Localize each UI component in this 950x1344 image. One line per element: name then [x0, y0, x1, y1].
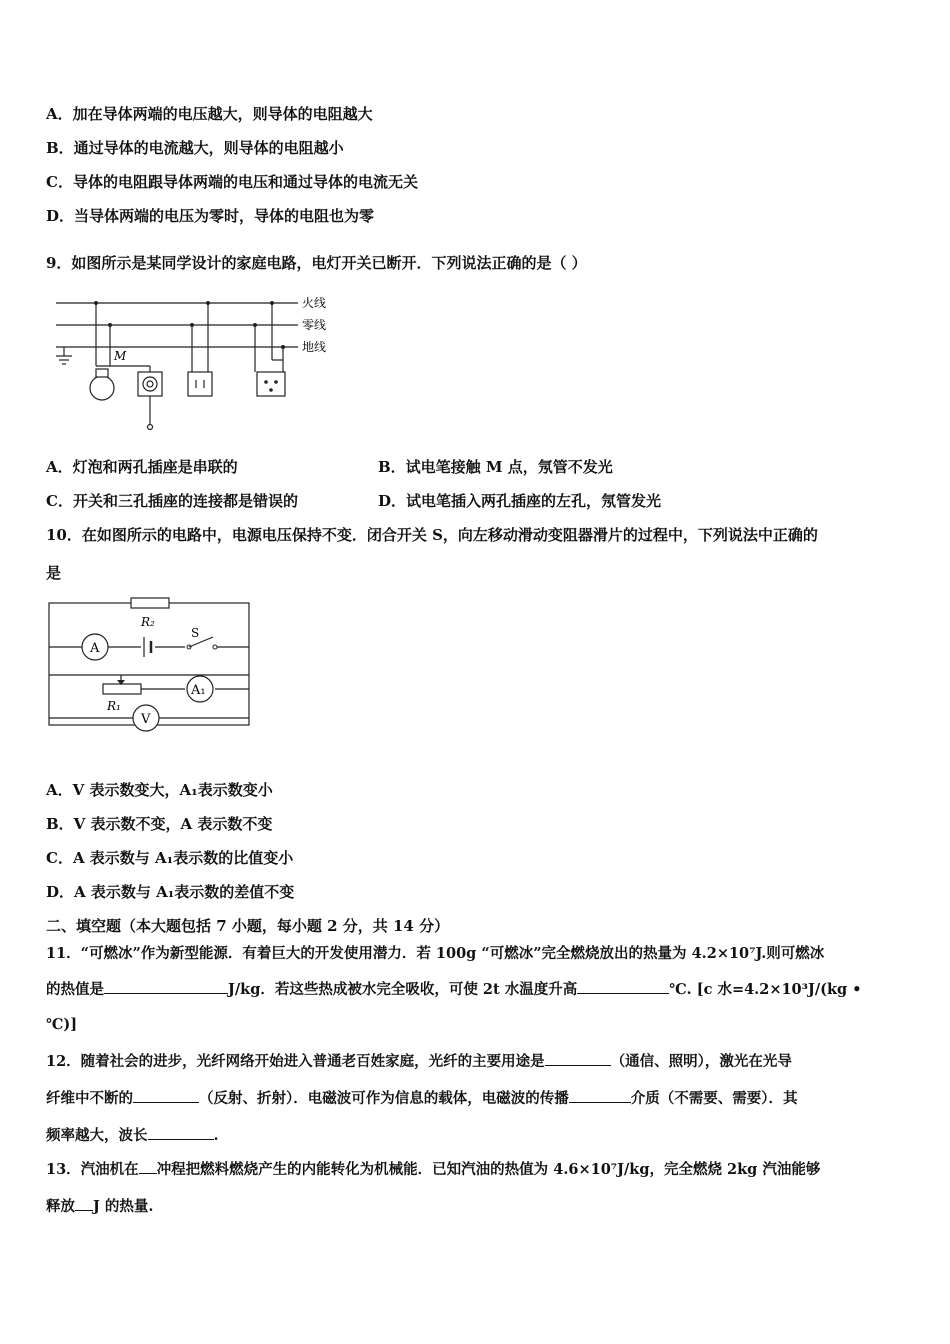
q13-line1: [46, 1158, 820, 1179]
q11-line2: [46, 978, 862, 999]
r2-label: R₂: [141, 615, 155, 629]
q12-text-d: （反射、折射）．电磁波可作为信息的载体，电磁波的传播: [199, 1090, 569, 1107]
q13-text-b: 冲程把燃料燃烧产生的内能转化为机械能．已知汽油的热值为 4.6×10⁷J/kg，完全燃烧 2kg 汽油能够: [156, 1161, 821, 1178]
q11-blank-heat-value[interactable]: [104, 979, 228, 994]
q8-option-a: A．加在导体两端的电压越大，则导体的电阻越大: [46, 105, 373, 123]
household-circuit-figure: [50, 290, 350, 435]
q12-text-c: 纤维中不断的: [46, 1090, 133, 1107]
q11-line1: 11．“可燃冰”作为新型能源．有着巨大的开发使用潜力．若 100g “可燃冰”完全燃烧放出的热量为 4.2×10⁷J.则可燃冰: [46, 945, 825, 962]
q12-blank-use[interactable]: [545, 1051, 611, 1066]
q12-blank-wavelength[interactable]: [148, 1125, 214, 1140]
q10-option-b: B．V 表示数不变，A 表示数不变: [46, 815, 273, 833]
q10-option-c: C．A 表示数与 A₁表示数的比值变小: [46, 849, 294, 867]
r1-label: R₁: [107, 699, 121, 713]
q13-text-c: 释放: [46, 1198, 75, 1215]
q11-text-a: 的热值是: [46, 981, 104, 998]
section-2-heading: 二、填空题（本大题包括 7 小题，每小题 2 分，共 14 分）: [46, 917, 450, 935]
q12-line2: [46, 1087, 798, 1108]
neutral-wire-label: 零线: [302, 318, 327, 332]
q9-option-b: B．试电笔接触 M 点，氖管不发光: [378, 458, 613, 476]
q13-blank-stroke[interactable]: [139, 1159, 157, 1174]
q8-option-c: C．导体的电阻跟导体两端的电压和通过导体的电流无关: [46, 173, 418, 191]
point-m-label: M: [114, 349, 127, 363]
q12-line1: [46, 1050, 792, 1071]
q12-text-e: 介质（不需要、需要）．其: [630, 1090, 798, 1107]
q12-blank-medium[interactable]: [569, 1088, 631, 1103]
switch-s-label: S: [191, 626, 200, 640]
ammeter-a-label: A: [90, 641, 100, 656]
q12-text-f: 频率越大，波长: [46, 1127, 148, 1144]
rheostat-circuit-figure: [45, 595, 260, 745]
q10-option-d: D．A 表示数与 A₁表示数的差值不变: [46, 883, 295, 901]
q11-blank-temperature[interactable]: [577, 979, 669, 994]
q8-option-b: B．通过导体的电流越大，则导体的电阻越小: [46, 139, 344, 157]
ammeter-a1-label: A₁: [191, 683, 206, 698]
q13-blank-heat[interactable]: [75, 1196, 93, 1211]
q9-option-d: D．试电笔插入两孔插座的左孔，氖管发光: [378, 492, 662, 510]
q12-text-a: 12．随着社会的进步，光纤网络开始进入普通老百姓家庭，光纤的主要用途是: [46, 1053, 545, 1070]
voltmeter-v-label: V: [141, 712, 151, 727]
q10-stem-line1: 10．在如图所示的电路中，电源电压保持不变．闭合开关 S，向左移动滑动变阻器滑片的过程中，下列说法中正确的: [46, 526, 818, 544]
q10-stem-line2: 是: [46, 564, 62, 582]
q13-text-d: J 的热量.: [93, 1198, 154, 1215]
q11-text-c: ℃. [c 水=4.2×10³J/(kg •: [669, 981, 862, 998]
ground-wire-label: 地线: [302, 340, 327, 354]
q10-option-a: A．V 表示数变大，A₁表示数变小: [46, 781, 273, 799]
q12-text-g: .: [213, 1127, 219, 1144]
q12-text-b: （通信、照明），激光在光导: [610, 1053, 792, 1070]
q12-blank-reflect[interactable]: [133, 1088, 199, 1103]
q13-text-a: 13．汽油机在: [46, 1161, 139, 1178]
q9-option-c: C．开关和三孔插座的连接都是错误的: [46, 492, 298, 510]
q13-line2: [46, 1195, 153, 1216]
q11-line3: ℃)]: [46, 1016, 78, 1033]
q9-option-a: A．灯泡和两孔插座是串联的: [46, 458, 238, 476]
q8-option-d: D．当导体两端的电压为零时，导体的电阻也为零: [46, 207, 375, 225]
q12-line3: [46, 1124, 219, 1145]
q11-text-b: J/kg．若这些热成被水完全吸收，可使 2t 水温度升高: [228, 981, 578, 998]
live-wire-label: 火线: [302, 296, 327, 310]
q9-stem: 9．如图所示是某同学设计的家庭电路，电灯开关已断开．下列说法正确的是（ ）: [46, 254, 587, 272]
